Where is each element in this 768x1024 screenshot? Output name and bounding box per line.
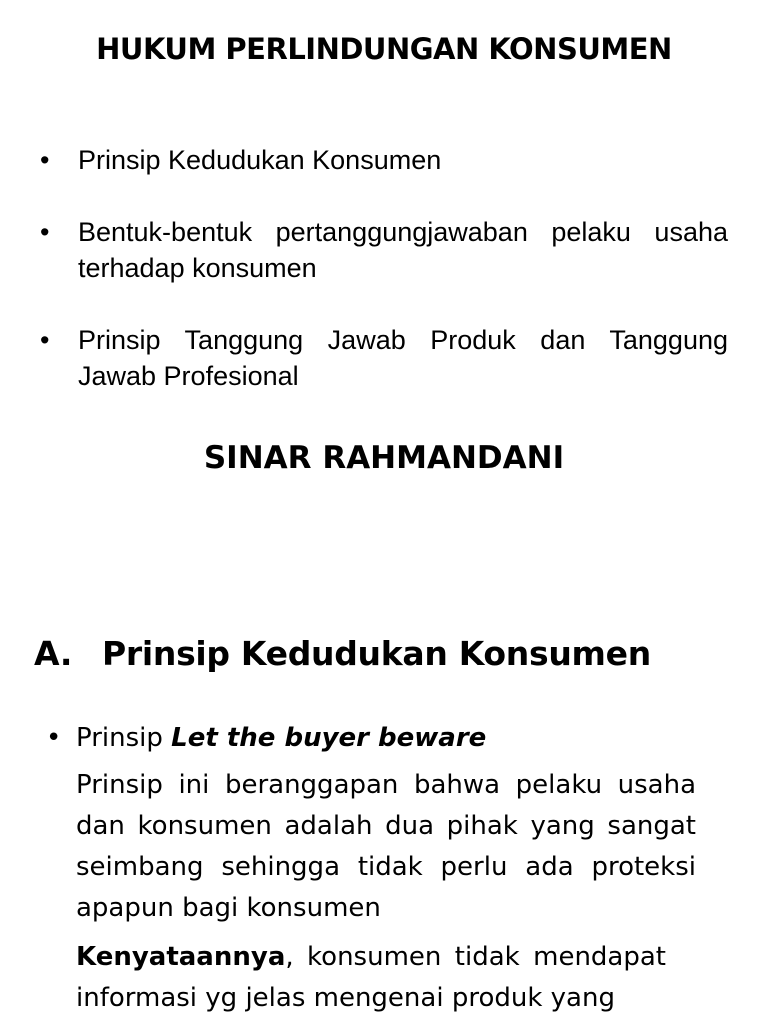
- paragraph-text: , konsumen tidak mendapat informasi yg jelas mengenai produk yang: [76, 942, 666, 1013]
- bullet-prefix: Prinsip: [76, 723, 172, 753]
- list-item-text: Prinsip Kedudukan Konsumen: [78, 145, 442, 175]
- topic-list: [0, 142, 768, 430]
- slide-2: [0, 580, 768, 1024]
- paragraph-lead: Kenyataannya: [76, 942, 286, 972]
- author-name: SINAR RAHMANDANI: [203, 440, 565, 476]
- section-body: [0, 718, 768, 1019]
- list-item-text: Prinsip Tanggung Jawab Produk dan Tanggung Jawab Profesional: [78, 325, 728, 391]
- bullet-icon: •: [46, 723, 62, 753]
- list-item: [0, 322, 768, 394]
- slide-title: HUKUM PERLINDUNGAN KONSUMEN: [96, 32, 672, 66]
- section-title: [34, 634, 651, 673]
- paragraph: [0, 937, 768, 1019]
- list-item: [0, 718, 768, 759]
- list-item-text: Bentuk-bentuk pertanggungjawaban pelaku usaha terhadap konsumen: [78, 217, 728, 283]
- section-number: A.: [34, 634, 73, 673]
- principle-name: Let the buyer beware: [171, 723, 487, 753]
- bullet-icon: •: [40, 145, 50, 175]
- bullet-icon: •: [40, 325, 50, 355]
- list-item: [0, 142, 768, 178]
- section-title-text: Prinsip Kedudukan Konsumen: [102, 634, 651, 673]
- paragraph: Prinsip ini beranggapan bahwa pelaku usaha dan konsumen adalah dua pihak yang sangat seimbang sehingga tidak perlu ada proteksi apapun bagi konsumen: [76, 770, 696, 923]
- bullet-icon: •: [40, 217, 50, 247]
- list-item: [0, 214, 768, 286]
